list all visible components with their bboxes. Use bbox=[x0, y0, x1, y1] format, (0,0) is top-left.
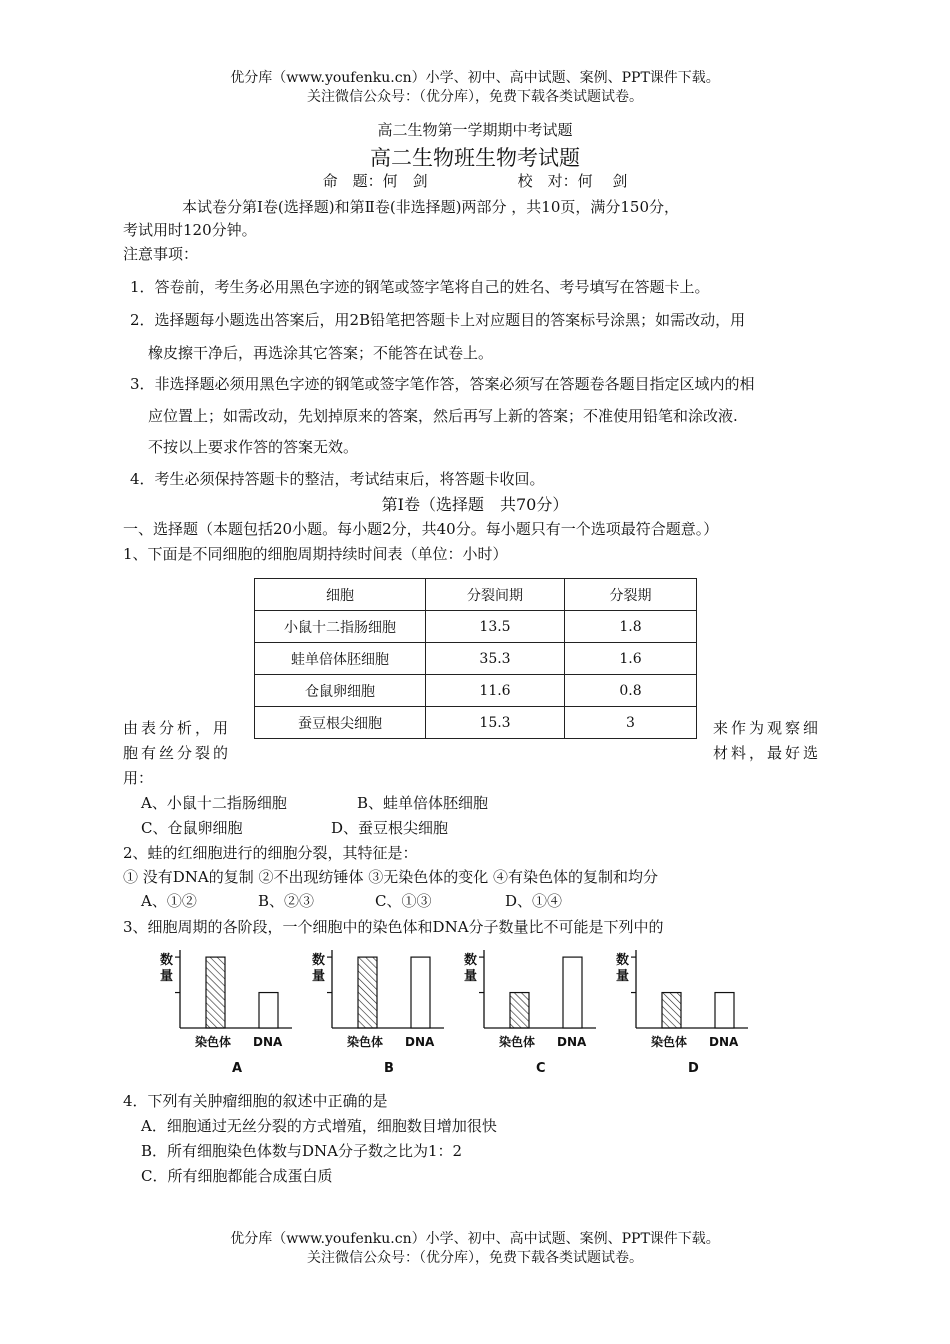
q1-stem: 1、下面是不同细胞的细胞周期持续时间表（单位：小时） bbox=[123, 545, 508, 563]
q1-right-text-2: 材料，最好选 bbox=[713, 744, 822, 762]
bar-chromosome bbox=[662, 993, 681, 1028]
table-cell: 仓鼠卵细胞 bbox=[255, 675, 426, 707]
table-cell: 蛙单倍体胚细胞 bbox=[255, 643, 426, 675]
table-cell: 1.8 bbox=[565, 611, 697, 643]
note-2: 2．选择题每小题选出答案后，用2B铅笔把答题卡上对应题目的答案标号涂黑；如需改动，用 bbox=[130, 311, 746, 329]
site-footer-line1: 优分库（www.youfenku.cn）小学、初中、高中试题、案例、PPT课件下载。 bbox=[230, 1231, 720, 1247]
q2-option-d: D、①④ bbox=[505, 892, 563, 910]
chart-xlabel-dna: DNA bbox=[709, 1035, 739, 1049]
bar-dna bbox=[715, 993, 734, 1028]
table-header: 分裂间期 bbox=[426, 579, 565, 611]
chart-label: D bbox=[688, 1061, 699, 1076]
bar-dna bbox=[411, 957, 430, 1028]
q1-left-text-2: 胞有丝分裂的 bbox=[123, 744, 232, 762]
chart-label: B bbox=[384, 1061, 394, 1076]
q4-option-c: C．所有细胞都能合成蛋白质 bbox=[141, 1167, 333, 1185]
cell-cycle-table bbox=[254, 578, 697, 739]
table-header: 分裂期 bbox=[565, 579, 697, 611]
part1-title: 第Ⅰ卷（选择题 共70分） bbox=[381, 495, 569, 514]
table-row bbox=[255, 611, 697, 643]
site-footer-line2: 关注微信公众号：（优分库），免费下载各类试题试卷。 bbox=[307, 1250, 643, 1266]
note-1: 1．答卷前，考生务必用黑色字迹的钢笔或签字笔将自己的姓名、考号填写在答题卡上。 bbox=[130, 278, 710, 296]
q1-option-b: B、蛙单倍体胚细胞 bbox=[357, 794, 489, 812]
bar-chromosome bbox=[206, 957, 225, 1028]
table-cell: 1.6 bbox=[565, 643, 697, 675]
table-cell: 3 bbox=[565, 707, 697, 739]
table-row bbox=[255, 707, 697, 739]
note-3: 3．非选择题必须用黑色字迹的钢笔或签字笔作答，答案必须写在答题卷各题目指定区域内的相 bbox=[130, 375, 755, 393]
exam-intro-line2: 考试用时120分钟。 bbox=[123, 221, 257, 239]
exam-subtitle: 高二生物第一学期期中考试题 bbox=[377, 121, 573, 139]
table-cell: 35.3 bbox=[426, 643, 565, 675]
chart-ylabel: 量 bbox=[464, 969, 478, 984]
q1-option-d: D、蚕豆根尖细胞 bbox=[331, 819, 449, 837]
site-header-line2: 关注微信公众号：（优分库），免费下载各类试题试卷。 bbox=[307, 89, 643, 105]
note-4: 4．考生必须保持答题卡的整洁，考试结束后，将答题卡收回。 bbox=[130, 470, 545, 488]
note-3-cont2: 不按以上要求作答的答案无效。 bbox=[148, 438, 359, 456]
q2-stem: 2、蛙的红细胞进行的细胞分裂，其特征是： bbox=[123, 844, 418, 862]
bar-chromosome bbox=[358, 957, 377, 1028]
q1-right-text-1: 来作为观察细 bbox=[713, 719, 822, 737]
chart-ylabel: 数 bbox=[616, 953, 630, 968]
chart-ylabel: 数 bbox=[312, 953, 326, 968]
bar-chromosome bbox=[510, 993, 529, 1028]
table-cell: 13.5 bbox=[426, 611, 565, 643]
q1-left-text-1: 由表分析，用 bbox=[123, 719, 232, 737]
note-2-cont: 橡皮擦干净后，再选涂其它答案；不能答在试卷上。 bbox=[148, 344, 494, 362]
q2-option-b: B、②③ bbox=[258, 892, 315, 910]
q4-option-b: B．所有细胞染色体数与DNA分子数之比为1：2 bbox=[141, 1142, 463, 1160]
chart-xlabel-dna: DNA bbox=[253, 1035, 283, 1049]
table-cell: 0.8 bbox=[565, 675, 697, 707]
chart-label: C bbox=[536, 1061, 546, 1076]
q1-tail: 用： bbox=[123, 769, 154, 787]
exam-title: 高二生物班生物考试题 bbox=[370, 146, 580, 170]
table-cell: 11.6 bbox=[426, 675, 565, 707]
notes-title: 注意事项： bbox=[123, 245, 199, 263]
chart-xlabel-chromosome: 染色体 bbox=[195, 1035, 232, 1049]
chart-label: A bbox=[232, 1061, 243, 1076]
exam-authors: 命 题：何 剑 校 对：何 剑 bbox=[322, 172, 628, 190]
chart-xlabel-dna: DNA bbox=[405, 1035, 435, 1049]
table-cell: 蚕豆根尖细胞 bbox=[255, 707, 426, 739]
exam-intro-line1: 本试卷分第Ⅰ卷(选择题)和第Ⅱ卷(非选择题)两部分 ，共10页，满分150分， bbox=[182, 198, 680, 216]
chart-xlabel-chromosome: 染色体 bbox=[651, 1035, 688, 1049]
section1-heading: 一、选择题（本题包括20小题。每小题2分，共40分。每小题只有一个选项最符合题意。） bbox=[123, 520, 719, 538]
q1-option-c: C、仓鼠卵细胞 bbox=[141, 819, 243, 837]
chart-ylabel: 量 bbox=[312, 969, 326, 984]
q3-charts bbox=[150, 940, 770, 1080]
chart-ylabel: 数 bbox=[160, 953, 174, 968]
q4-option-a: A．细胞通过无丝分裂的方式增殖，细胞数目增加很快 bbox=[141, 1117, 497, 1135]
q4-stem: 4．下列有关肿瘤细胞的叙述中正确的是 bbox=[123, 1092, 388, 1110]
chart-xlabel-dna: DNA bbox=[557, 1035, 587, 1049]
table-row bbox=[255, 643, 697, 675]
note-3-cont: 应位置上；如需改动，先划掉原来的答案，然后再写上新的答案；不准使用铅笔和涂改液. bbox=[148, 407, 738, 425]
bar-dna bbox=[259, 993, 278, 1028]
q2-option-c: C、①③ bbox=[375, 892, 432, 910]
table-header: 细胞 bbox=[255, 579, 426, 611]
chart-ylabel: 量 bbox=[160, 969, 174, 984]
bar-dna bbox=[563, 957, 582, 1028]
q1-option-a: A、小鼠十二指肠细胞 bbox=[141, 794, 287, 812]
q2-option-a: A、①② bbox=[141, 892, 197, 910]
table-cell: 小鼠十二指肠细胞 bbox=[255, 611, 426, 643]
q3-stem: 3、细胞周期的各阶段，一个细胞中的染色体和DNA分子数量比不可能是下列中的 bbox=[123, 918, 664, 936]
table-cell: 15.3 bbox=[426, 707, 565, 739]
chart-xlabel-chromosome: 染色体 bbox=[499, 1035, 536, 1049]
q2-items: ① 没有DNA的复制 ②不出现纺锤体 ③无染色体的变化 ④有染色体的复制和均分 bbox=[123, 868, 659, 886]
table-header-row bbox=[255, 579, 697, 611]
table-row bbox=[255, 675, 697, 707]
chart-xlabel-chromosome: 染色体 bbox=[347, 1035, 384, 1049]
chart-ylabel: 数 bbox=[464, 953, 478, 968]
site-header-line1: 优分库（www.youfenku.cn）小学、初中、高中试题、案例、PPT课件下载。 bbox=[230, 70, 720, 86]
chart-ylabel: 量 bbox=[616, 969, 630, 984]
